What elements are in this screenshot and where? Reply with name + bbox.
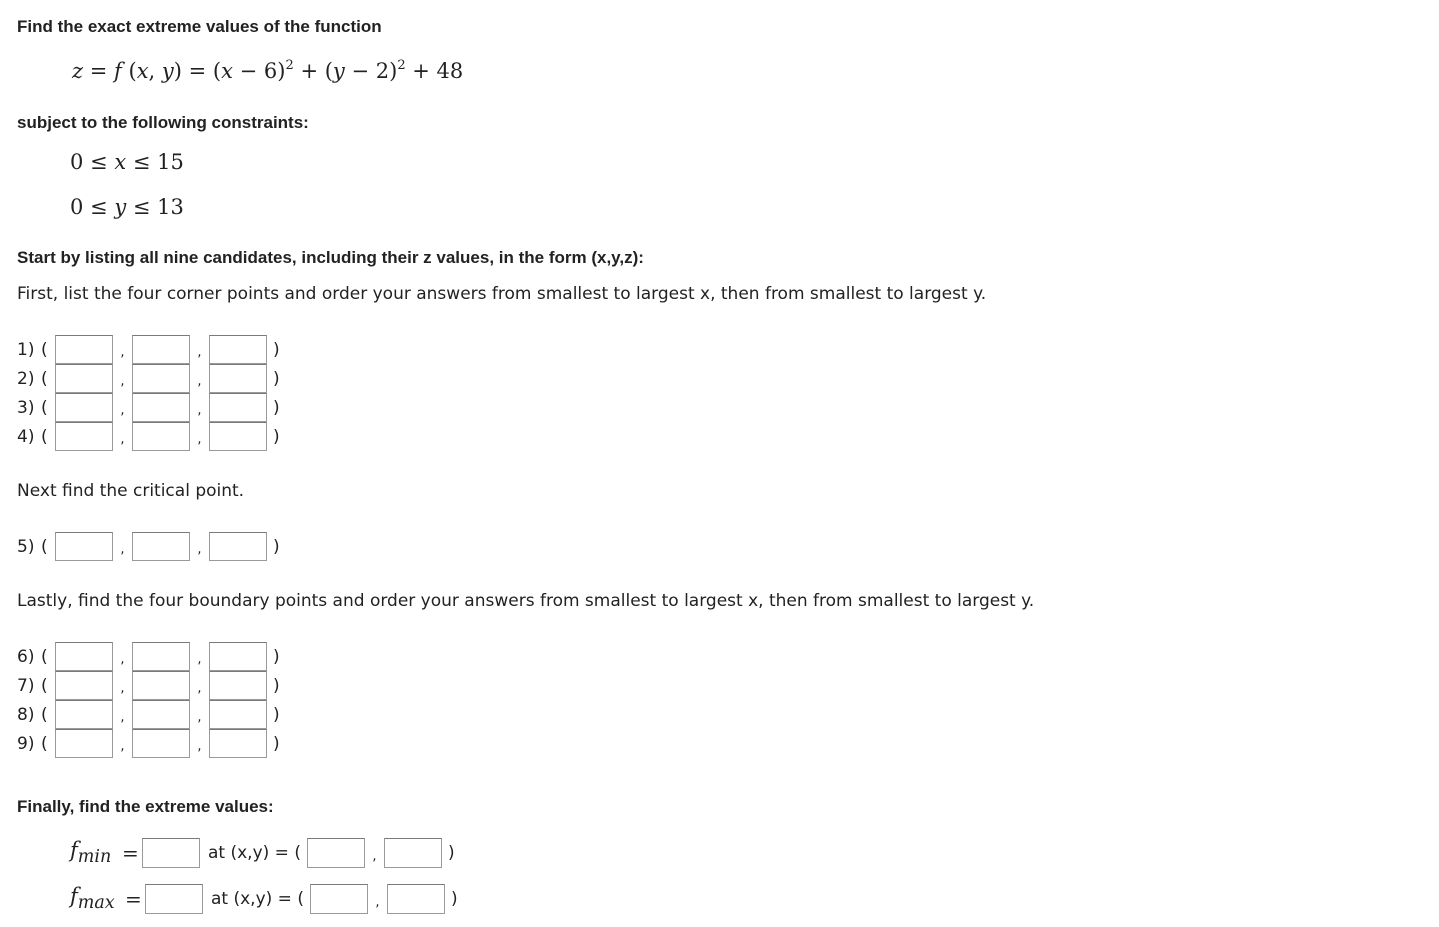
f-max-value-input[interactable] [145, 884, 203, 914]
candidate-7-z-input[interactable] [209, 671, 267, 700]
candidate-3-z-input[interactable] [209, 393, 267, 422]
constraint-y: 0 ≤ y ≤ 13 [70, 195, 184, 219]
candidate-4-z-input[interactable] [209, 422, 267, 451]
candidate-9-x-input[interactable] [55, 729, 113, 758]
row-number: 9) [17, 733, 35, 754]
candidate-5-z-input[interactable] [209, 532, 267, 561]
candidate-2-z-input[interactable] [209, 364, 267, 393]
row-number: 4) [17, 426, 35, 447]
f-min-x-input[interactable] [307, 838, 365, 868]
candidate-3-x-input[interactable] [55, 393, 113, 422]
candidate-6-y-input[interactable] [132, 642, 190, 671]
f-max-y-input[interactable] [387, 884, 445, 914]
boundary-instruction: Lastly, find the four boundary points and order your answers from smallest to largest x, then from smallest to largest y. [17, 591, 1035, 611]
candidate-7-x-input[interactable] [55, 671, 113, 700]
candidate-1-z-input[interactable] [209, 335, 267, 364]
f-min-row: $f_{min}$ = at (x,y) = ( , ) [70, 838, 455, 868]
row-number: 6) [17, 646, 35, 667]
candidate-row-8: 8) ( , , ) [17, 700, 280, 729]
candidate-5-y-input[interactable] [132, 532, 190, 561]
candidate-9-y-input[interactable] [132, 729, 190, 758]
candidate-1-y-input[interactable] [132, 335, 190, 364]
row-number: 1) [17, 339, 35, 360]
corner-instruction: First, list the four corner points and order your answers from smallest to largest x, then from smallest to largest y. [17, 284, 987, 304]
candidate-4-y-input[interactable] [132, 422, 190, 451]
candidates-heading: Start by listing all nine candidates, including their z values, in the form (x,y,z): [17, 248, 644, 267]
candidate-3-y-input[interactable] [132, 393, 190, 422]
candidate-5-x-input[interactable] [55, 532, 113, 561]
candidate-1-x-input[interactable] [55, 335, 113, 364]
f-min-label: $f_{min}$ [70, 838, 112, 868]
f-min-y-input[interactable] [384, 838, 442, 868]
f-min-at-label: at (x,y) = ( [208, 843, 301, 863]
candidate-row-9: 9) ( , , ) [17, 729, 280, 758]
extremes-heading: Finally, find the extreme values: [17, 797, 274, 816]
candidate-row-5: 5) ( , , ) [17, 532, 280, 561]
candidate-row-7: 7) ( , , ) [17, 671, 280, 700]
row-number: 7) [17, 675, 35, 696]
f-max-label: $f_{max}$ [70, 884, 115, 914]
candidate-8-x-input[interactable] [55, 700, 113, 729]
candidate-9-z-input[interactable] [209, 729, 267, 758]
candidate-4-x-input[interactable] [55, 422, 113, 451]
candidate-row-4: 4) ( , , ) [17, 422, 280, 451]
row-number: 8) [17, 704, 35, 725]
candidate-6-x-input[interactable] [55, 642, 113, 671]
critical-instruction: Next find the critical point. [17, 481, 245, 501]
candidate-2-y-input[interactable] [132, 364, 190, 393]
candidate-7-y-input[interactable] [132, 671, 190, 700]
candidate-row-1: 1) ( , , ) [17, 335, 280, 364]
f-max-x-input[interactable] [310, 884, 368, 914]
candidate-row-2: 2) ( , , ) [17, 364, 280, 393]
constraints-heading: subject to the following constraints: [17, 113, 309, 132]
candidate-6-z-input[interactable] [209, 642, 267, 671]
f-max-row: $f_{max}$ = at (x,y) = ( , ) [70, 884, 458, 914]
candidate-8-y-input[interactable] [132, 700, 190, 729]
f-max-at-label: at (x,y) = ( [211, 889, 304, 909]
f-min-value-input[interactable] [142, 838, 200, 868]
candidate-row-3: 3) ( , , ) [17, 393, 280, 422]
candidate-2-x-input[interactable] [55, 364, 113, 393]
candidate-8-z-input[interactable] [209, 700, 267, 729]
row-number: 2) [17, 368, 35, 389]
constraint-x: 0 ≤ x ≤ 15 [70, 150, 184, 174]
candidate-row-6: 6) ( , , ) [17, 642, 280, 671]
row-number: 5) [17, 536, 35, 557]
problem-heading: Find the exact extreme values of the function [17, 17, 382, 36]
function-equation: z = f (x, $y) = (x - 6)^2 + (y - 2)^2 + 48$ [72, 58, 464, 83]
row-number: 3) [17, 397, 35, 418]
